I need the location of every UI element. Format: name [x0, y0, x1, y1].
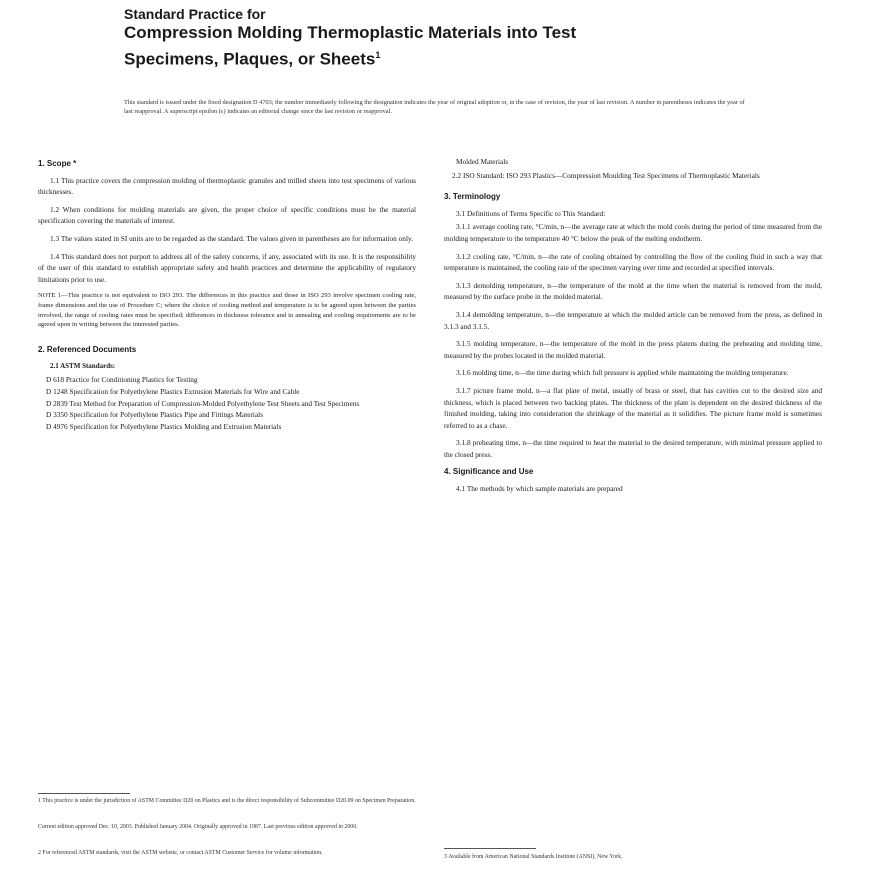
- paragraph-3-1: 3.1 Definitions of Terms Specific to This Standard:: [456, 208, 606, 218]
- definition-3-1-2: 3.1.2 cooling rate, °C/min, n—the rate of cooling obtained by controlling the flow of the cooling fluid in such a way that temperature is maintained, the cooling rate of the specimen varying over time and recorded at specified intervals.: [444, 251, 822, 273]
- paragraph-1-3: 1.3 The values stated in SI units are to be regarded as the standard. The values given in parentheses are for information only.: [50, 233, 413, 243]
- right-column: [444, 156, 822, 501]
- paragraph-1-1: 1.1 This practice covers the compression molding of thermoplastic granules and milled sheets into test specimens of various thicknesses.: [38, 175, 416, 197]
- paragraph-4-1: 4.1 The methods by which sample materials are prepared: [456, 484, 623, 494]
- reference-continuation: Molded Materials: [456, 157, 509, 166]
- reference-item: D 618 Practice for Conditioning Plastics for Testing: [46, 375, 198, 385]
- section-terminology-heading: 3. Terminology: [444, 192, 501, 202]
- definition-3-1-5: 3.1.5 molding temperature, n—the temperature of the mold in the press platens during the preheating and molding time, measured by the probes located in the molded material.: [444, 339, 822, 360]
- definition-3-1-6: 3.1.6 molding time, n—the time during which full pressure is applied while maintaining the molding temperature.: [456, 368, 789, 378]
- title-block: [124, 6, 764, 71]
- astm-standards-subheading: 2.1 ASTM Standards:: [50, 361, 116, 370]
- paragraph-1-4: 1.4 This standard does not purport to address all of the safety concerns, if any, associated with its use. It is the responsibility of the user of this standard to establish appropriate safety and health practices and determine the applicability of regulatory limitations prior to use.: [38, 251, 416, 284]
- reference-item: D 1248 Specification for Polyethylene Plastics Extrusion Materials for Wire and Cable: [46, 386, 300, 396]
- standard-practice-label: Standard Practice for: [124, 6, 266, 22]
- title-line-2-text: Specimens, Plaques, or Sheets: [124, 49, 376, 69]
- document-title: [124, 22, 764, 71]
- footnote-1: 1 This practice is under the jurisdiction of ASTM Committee D20 on Plastics and is the direct responsibility of Subcommittee D20.09 on Specimen Preparation.: [38, 798, 416, 804]
- definition-3-1-7: 3.1.7 picture frame mold, n—a flat plate of metal, usually of brass or steel, that has cavities cut to the desired size and thickness, which is placed between two backing plates. The thickness of the plate is dependent on the desired thickness of the finished molding, taking into consideration the shrinkage of the material as it solidifies. The picture frame mold is sometimes referred to as a chase.: [444, 385, 822, 430]
- left-column: [38, 152, 416, 432]
- iso-reference: 2.2 ISO Standard: ISO 293 Plastics—Compression Moulding Test Specimens of Thermoplastic Materials: [452, 170, 760, 180]
- reference-item: D 3350 Specification for Polyethylene Plastics Pipe and Fittings Materials: [46, 410, 264, 420]
- definition-3-1-4: 3.1.4 demolding temperature, n—the temperature at which the molded article can be removed from the press, as defined in 3.1.3 and 3.1.5.: [444, 309, 822, 331]
- designation-notice: This standard is issued under the fixed designation D 4703; the number immediately following the designation indicates the year of original adoption or, in the case of revision, the year of last revision. A number in parentheses indicates the year of last reapproval. A superscript epsilon (ε) indicates an editorial change since the last revision or reapproval.: [124, 99, 745, 115]
- footnote-3: 3 Available from American National Standards Institute (ANSI), New York.: [444, 854, 623, 860]
- definition-3-1-3: 3.1.3 demolding temperature, n—the temperature of the mold at the time when the material is removed from the mold, measured by the surface probe in the molded material.: [444, 280, 822, 302]
- footnote-rule-left: [38, 793, 130, 794]
- footnote-1-edition: Current edition approved Dec. 10, 2003. Published January 2004. Originally approved in 1987. Last previous edition approved in 2000.: [38, 824, 358, 830]
- title-footnote-mark: 1: [375, 50, 381, 60]
- reference-item: D 4976 Specification for Polyethylene Plastics Molding and Extrusion Materials: [46, 421, 282, 431]
- section-significance-heading: 4. Significance and Use: [444, 467, 534, 477]
- section-referenced-documents-heading: 2. Referenced Documents: [38, 345, 137, 355]
- note-1: NOTE 1—This practice is not equivalent to ISO 293. The differences in this practice and those in ISO 293 involve specimen cooling rate, frame dimensions and the use of Procedure C; where the choice of cooling method and temperature is to be agreed upon between the parties involved, the range of cooling rates must be specified; differences in thickness tolerance and in annealing and cooling requirements are to be agreed upon in writing between the interested parties.: [38, 292, 416, 329]
- title-line-2: [124, 44, 764, 71]
- footnote-2: 2 For referenced ASTM standards, visit the ASTM website, or contact ASTM Customer Service for volume information.: [38, 850, 323, 856]
- definition-3-1-1: 3.1.1 average cooling rate, °C/min, n—the average rate at which the mold cools during the period of time measured from the molding temperature to the temperature 40 °C below the peak of the melting endotherm.: [444, 222, 822, 243]
- definition-3-1-8: 3.1.8 preheating time, n—the time required to heat the material to the desired temperature, with minimal pressure applied to the closed press.: [444, 438, 822, 459]
- title-line-1: Compression Molding Thermoplastic Materials into Test: [124, 23, 577, 42]
- footnote-rule-right: [444, 848, 536, 849]
- paragraph-1-2: 1.2 When conditions for molding materials are given, the proper choice of specific conditions must be the material specification covering the materials of interest.: [38, 204, 416, 226]
- section-scope-heading: 1. Scope *: [38, 159, 77, 168]
- reference-item: D 2839 Test Method for Preparation of Compression-Molded Polyethylene Test Sheets and Test Specimens: [46, 398, 360, 408]
